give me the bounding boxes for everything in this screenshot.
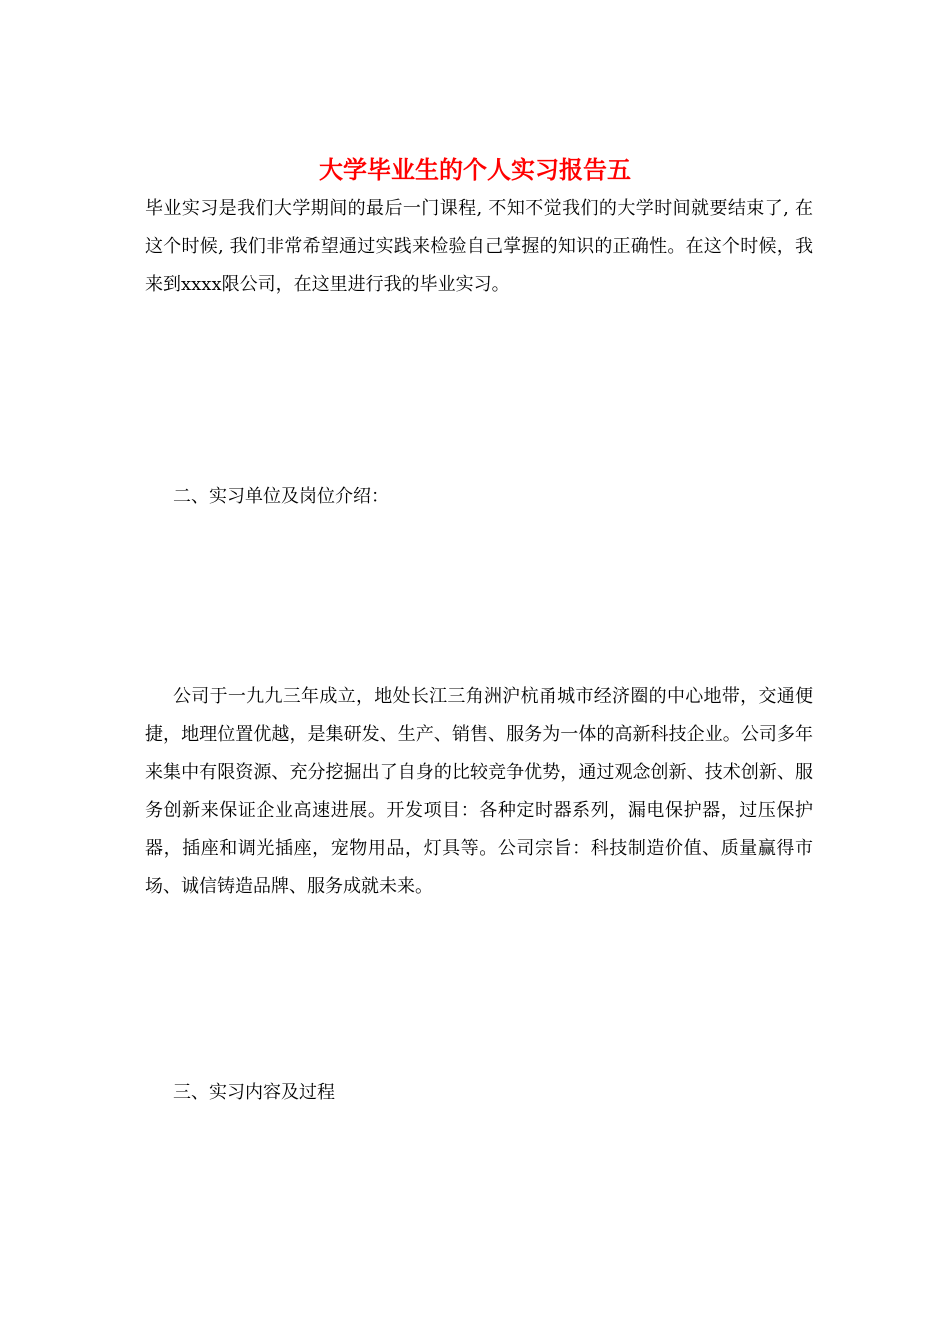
section-heading-2: 二、实习单位及岗位介绍：: [173, 486, 389, 507]
intro-paragraph: 毕业实习是我们大学期间的最后一门课程, 不知不觉我们的大学时间就要结束了, 在这个时候, 我们非常希望通过实践来检验自己掌握的知识的正确性。在这个时候，我来到xxxx限公司，在这里进行我的毕业实习。: [145, 198, 813, 295]
document-title: 大学毕业生的个人实习报告五: [319, 155, 631, 184]
section-heading-3: 三、实习内容及过程: [173, 1082, 335, 1103]
company-description-paragraph: 公司于一九九三年成立，地处长江三角洲沪杭甬城市经济圈的中心地带，交通便捷，地理位置优越，是集研发、生产、销售、服务为一体的高新科技企业。公司多年来集中有限资源、充分挖掘出了自身的比较竞争优势，通过观念创新、技术创新、服务创新来保证企业高速进展。开发项目：各种定时器系列，漏电保护器，过压保护器，插座和调光插座，宠物用品，灯具等。公司宗旨：科技制造价值、质量赢得市场、诚信铸造品牌、服务成就未来。: [145, 686, 813, 897]
